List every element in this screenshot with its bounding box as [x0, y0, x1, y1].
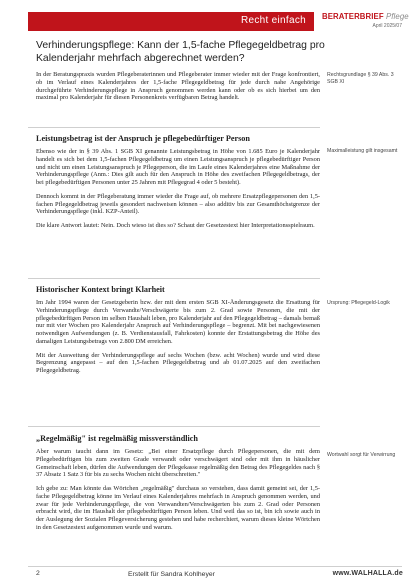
section-paragraph: Dennoch kommt in der Pflegeberatung immer wieder die Frage auf, ob mehrere Ersatzpflegepersonen den 1,5-fachen Pflegegeldbetrag jeweils gesondert nachweisen können – also additiv bis zur Gesamthöchstgrenze der Verhinderungspflege (inkl. KZP-Anteil).: [36, 192, 320, 216]
footer-divider: [28, 566, 402, 567]
sidenote-wording: Wortwahl sorgt für Verwirrung: [327, 452, 396, 458]
page-number: 2: [36, 570, 40, 577]
section-divider: [28, 426, 320, 427]
section-paragraph: Im Jahr 1994 waren der Gesetzgeberin bzw. der mit dem ersten SGB XI-Änderungsgesetz die Ersattung für Verhinderungspflege durch Verwandte/Verschwägerte bis zum 2. Grad sowie Personen, die mit der pflegebedürftigen Person im selben Haushalt leben, pro Kalenderjahr auf den Pflegegeldbetrag – damals bemaß nur mit vier Wochen pro Kalenderjahr Anspruch auf Verhinderungspflege – begrenzt. Mit bei nachgewiesenen notwendigen Aufwendungen (z. B. Verdienstausfall, Fahrkosten) konnte der Erstattungsbetrag die Höhe des damaligen Leistungsbetrags von 2.800 DM erreichen.: [36, 299, 320, 345]
section-divider: [28, 127, 320, 128]
header-banner: [28, 12, 314, 31]
section-divider: [28, 278, 320, 279]
publication-brand: [322, 12, 409, 29]
section-paragraph: Ich gebe zu: Man könnte das Wörtchen „regelmäßig" durchaus so verstehen, dass damit gemeint sei, der 1,5-fache Pflegegeldbetrag könne im Verlauf eines Kalenderjahres mehrfach in Anspruch genommen werden, und zwar für jede Verhinderungspflege, die von Verwandten/Verschwägerten bis zum 2. Grad oder Personen erbracht wird, die im Haushalt der pflegebedürftigen Person leben. Und weil das so ist, bin ich sowie auch in der Auslegung der Sozialen Pflegeversicherung gestehen und habe recherchiert, warum dieses kleine Wörtchen in den Gesetzestext aufgenommen wurde und warum.: [36, 485, 320, 531]
section-paragraph: Ebenso wie der in § 39 Abs. 1 SGB XI genannte Leistungsbetrag in Höhe von 1.685 Euro je Kalenderjahr handelt es sich bei dem 1,5-fachen Pflegegeldbetrag um einen Leistungsanspruch je pflegebedürftiger Person und nicht um einen Leistungsanspruch je Pflegeperson, die im Laufe eines Kalenderjahres eine Maßnahme der Verhinderungspflege (Anm.: Dies gilt auch für den Anspruch in Höhe des zweifachen Pflegegeldbetrags, der bei pflegebedürftigen Personen unter 25 Jahren mit Pflegegrad 4 oder 5 besteht).: [36, 148, 320, 186]
section-heading: „Regelmäßig" ist regelmäßig missverständlich: [36, 434, 198, 443]
sidenote-max-benefit: Maximalleistung gilt insgesamt: [327, 148, 398, 154]
intro-block: [36, 71, 320, 102]
intro-paragraph: In der Beratungspraxis wurden Pflegeberaterinnen und Pflegeberater immer wieder mit der Frage konfrontiert, ob im Verlauf eines Kalenderjahres der 1,5-fache Pflegegeldbetrag für jede durch nahe Angehörige durchgeführte Verhinderungspflege in Anspruch genommen werden kann oder ob es sich hierbei um den maximal pro Kalenderjahr für diesen Personenkreis verfügbaren Betrag handelt.: [36, 71, 320, 102]
article-title: Verhinderungspflege: Kann der 1,5-fache Pflegegeldbetrag pro Kalenderjahr mehrfach abgerechnet werden?: [36, 40, 325, 64]
header-banner-label: Recht einfach: [240, 15, 306, 26]
publisher-website-link[interactable]: www.WALHALLA.de: [332, 570, 403, 577]
section-paragraph: Die klare Antwort lautet: Nein. Doch wieso ist dies so? Schaut der Gesetzestext hier Interpretationsspielraum.: [36, 222, 315, 229]
section-paragraph: Aber warum taucht dann im Gesetz: „Bei einer Ersatzpflege durch Pflegepersonen, die mit dem Pflegebedürftigen bis zum zweiten Grade verwandt oder verschwägert sind oder mit ihm in häuslicher Gemeinschaft leben, dürfen die Aufwendungen der Pflegekasse regelmäßig den Betrag des Pflegegeldes nach § 37 Absatz 1 Satz 3 für bis zu sechs Wochen nicht überschreiten.": [36, 448, 320, 479]
section-entitlement: [36, 134, 320, 230]
section-heading: Historischer Kontext bringt Klarheit: [36, 285, 165, 294]
section-history: [36, 285, 320, 375]
section-heading: Leistungsbetrag ist der Anspruch je pflegebedürftiger Person: [36, 134, 250, 143]
brand-title: [322, 12, 409, 21]
sidenote-legal-basis: Rechtsgrundlage § 39 Abs. 3 SGB XI: [327, 72, 394, 85]
issue-date: April 2025/07: [372, 23, 402, 29]
section-paragraph: Mit der Ausweitung der Verhinderungspflege auf sechs Wochen (bzw. acht Wochen) wurde und wird diese Begrenzung angepasst – auf den 1,5-fachen Pflegegeldbetrag und ab 01.07.2025 auf den zweifachen Pflegegeldbetrag.: [36, 351, 320, 374]
section-regularly: [36, 434, 320, 532]
brand-subtitle: Pflege: [385, 12, 409, 21]
sidenote-origin: Ursprung: Pflegegeld-Logik: [327, 300, 390, 306]
brand-name: BERATERBRIEF: [322, 12, 384, 21]
footer-credit: Erstellt für Sandra Kohlheyer: [128, 571, 215, 578]
